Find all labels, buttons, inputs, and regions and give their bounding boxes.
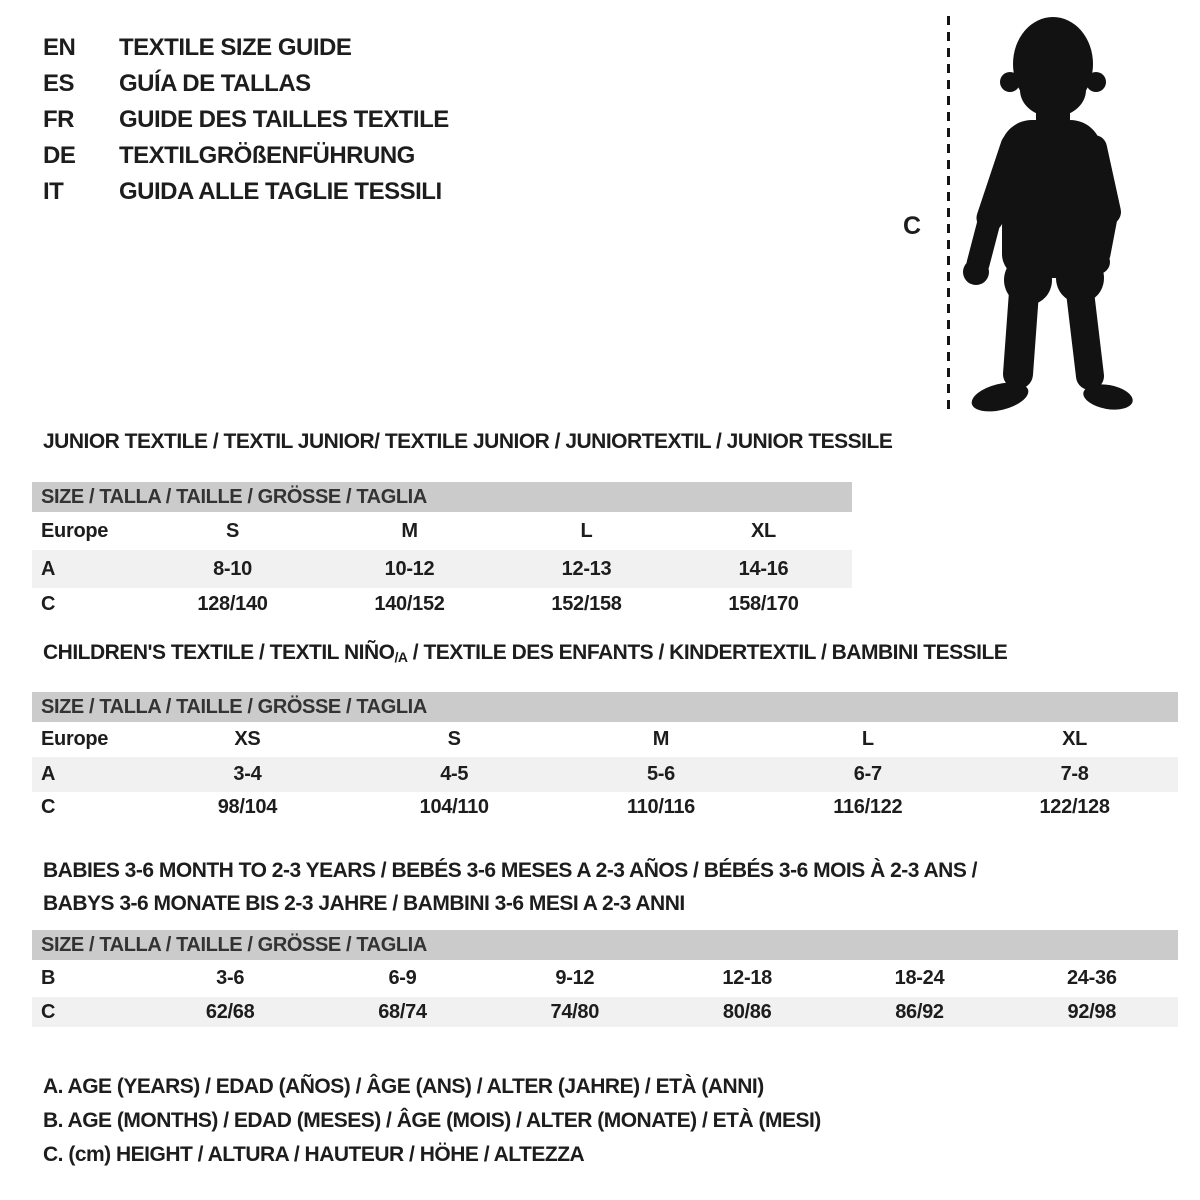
height-cell: 74/80 [550, 1000, 600, 1023]
row-label: C [41, 795, 56, 818]
legend-line-a: A. AGE (YEARS) / EDAD (AÑOS) / ÂGE (ANS) / ALTER (JAHRE) / ETÀ (ANNI) [43, 1075, 764, 1098]
babies-title-line2: BABYS 3-6 MONATE BIS 2-3 JAHRE / BAMBINI 3-6 MESI A 2-3 ANNI [43, 892, 685, 915]
language-row-it [43, 174, 449, 210]
age-cell: 9-12 [555, 967, 595, 989]
size-cell: L [580, 519, 593, 542]
language-code: FR [43, 106, 74, 133]
table-row-europe [32, 512, 852, 550]
row-label: Europe [41, 519, 109, 542]
babies-section-title [43, 854, 977, 920]
size-cell: M [652, 728, 670, 750]
language-row-es [43, 66, 449, 102]
height-cell: 80/86 [722, 1000, 772, 1023]
legend-line-b: B. AGE (MONTHS) / EDAD (MESES) / ÂGE (MOIS) / ALTER (MONATE) / ETÀ (MESI) [43, 1109, 821, 1132]
size-cell: XL [751, 519, 776, 542]
height-cell: 158/170 [728, 593, 799, 615]
age-cell: 5-6 [646, 763, 675, 785]
size-cell: XL [1062, 728, 1088, 750]
babies-size-table [32, 930, 1178, 1027]
height-cell: 62/68 [205, 1000, 255, 1023]
language-row-de [43, 138, 449, 174]
table-row-height [32, 997, 1178, 1027]
age-cell: 7-8 [1060, 763, 1089, 785]
language-title-list [43, 30, 449, 210]
junior-size-table [32, 482, 852, 621]
height-cell: 122/128 [1039, 795, 1110, 818]
language-code: DE [43, 142, 76, 169]
size-header-bar: SIZE / TALLA / TAILLE / GRÖSSE / TAGLIA [32, 692, 1178, 722]
table-row-height [32, 588, 852, 621]
age-cell: 4-5 [440, 763, 469, 785]
children-title-text: CHILDREN'S TEXTILE / TEXTIL NIÑO [43, 641, 395, 664]
guide-title: GUÍA DE TALLAS [119, 70, 311, 97]
row-label: A [41, 557, 56, 580]
height-cell: 92/98 [1067, 1000, 1117, 1023]
toddler-silhouette-image [958, 14, 1144, 418]
height-cell: 152/158 [551, 593, 622, 615]
babies-title-line1: BABIES 3-6 MONTH TO 2-3 YEARS / BEBÉS 3-6 MESES A 2-3 AÑOS / BÉBÉS 3-6 MOIS À 2-3 ANS / [43, 859, 978, 882]
guide-title: TEXTILGRÖßENFÜHRUNG [119, 142, 415, 169]
height-cell: 86/92 [895, 1000, 944, 1023]
language-code: EN [43, 34, 76, 61]
table-row-height [32, 792, 1178, 822]
guide-title: GUIDA ALLE TAGLIE TESSILI [119, 178, 442, 205]
legend-line-c: C. (cm) HEIGHT / ALTURA / HAUTEUR / HÖHE / ALTEZZA [43, 1143, 585, 1166]
children-title-subscript: /A [394, 649, 408, 665]
size-cell: L [861, 728, 874, 750]
table-row-age [32, 757, 1178, 792]
age-cell: 14-16 [738, 557, 789, 580]
language-code: IT [43, 178, 64, 205]
age-cell: 3-4 [233, 763, 262, 785]
language-row-en [43, 30, 449, 66]
row-label: Europe [41, 728, 109, 750]
height-dashed-line [947, 16, 950, 416]
height-cell: 116/122 [833, 795, 903, 818]
size-cell: S [447, 728, 461, 750]
row-label: C [41, 593, 56, 615]
row-label: A [41, 763, 56, 785]
height-cell: 98/104 [217, 795, 278, 818]
height-marker-label: C [903, 212, 922, 240]
height-cell: 68/74 [378, 1000, 427, 1023]
height-cell: 110/116 [626, 795, 695, 818]
height-cell: 140/152 [374, 593, 445, 615]
size-cell: XS [234, 728, 261, 750]
size-cell: S [225, 519, 240, 542]
size-header-bar: SIZE / TALLA / TAILLE / GRÖSSE / TAGLIA [32, 930, 1178, 960]
age-cell: 18-24 [894, 967, 945, 989]
age-cell: 12-13 [561, 557, 612, 580]
row-label: C [41, 1000, 56, 1023]
language-code: ES [43, 70, 75, 97]
table-row-europe [32, 722, 1178, 757]
age-cell: 10-12 [384, 557, 435, 580]
age-cell: 6-7 [853, 763, 882, 785]
height-cell: 104/110 [419, 795, 489, 818]
children-section-title [43, 641, 1007, 665]
age-cell: 24-36 [1066, 967, 1117, 989]
age-cell: 3-6 [216, 967, 245, 989]
size-cell: M [401, 519, 418, 542]
language-row-fr [43, 102, 449, 138]
guide-title: TEXTILE SIZE GUIDE [119, 34, 352, 61]
row-label: B [41, 967, 56, 989]
size-header-bar: SIZE / TALLA / TAILLE / GRÖSSE / TAGLIA [32, 482, 852, 512]
children-size-table [32, 692, 1178, 822]
table-row-age [32, 550, 852, 588]
age-cell: 6-9 [388, 967, 417, 989]
age-cell: 12-18 [722, 967, 772, 989]
children-title-text: / TEXTILE DES ENFANTS / KINDERTEXTIL / BAMBINI TESSILE [407, 641, 1008, 664]
height-cell: 128/140 [197, 593, 268, 615]
junior-section-title: JUNIOR TEXTILE / TEXTIL JUNIOR/ TEXTILE JUNIOR / JUNIORTEXTIL / JUNIOR TESSILE [43, 430, 893, 453]
measurement-legend [43, 1070, 821, 1172]
table-row-age [32, 960, 1178, 997]
age-cell: 8-10 [213, 557, 252, 580]
guide-title: GUIDE DES TAILLES TEXTILE [119, 106, 449, 133]
